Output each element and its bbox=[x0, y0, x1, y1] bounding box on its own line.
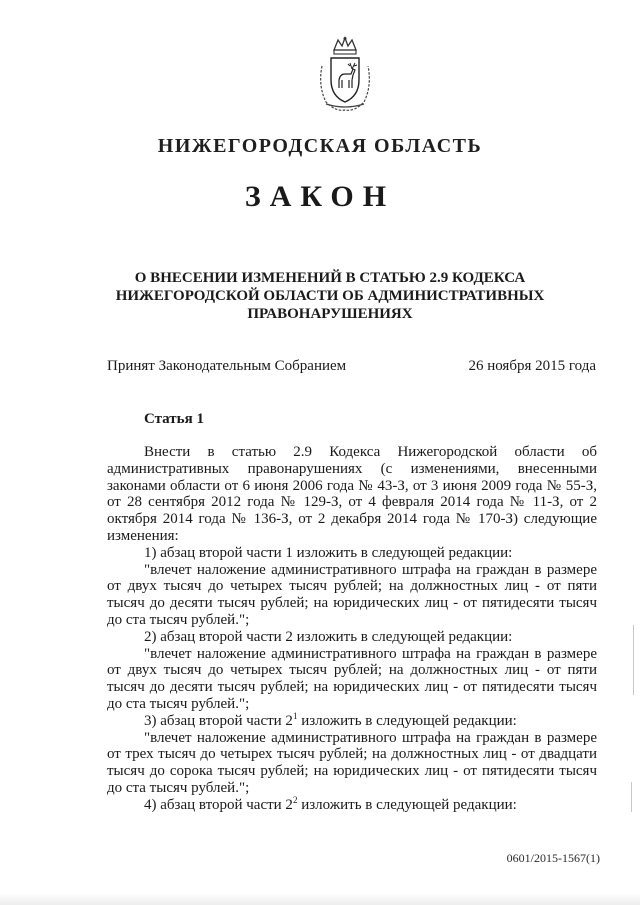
item-heading: 1) абзац второй части 1 изложить в следующей редакции: bbox=[144, 544, 513, 561]
heading-line: О ВНЕСЕНИИ ИЗМЕНЕНИЙ В СТАТЬЮ 2.9 КОДЕКСА bbox=[134, 270, 526, 286]
adopted-by: Принят Законодательным Собранием bbox=[107, 358, 347, 374]
scan-edge bbox=[0, 893, 640, 905]
item-text: "влечет наложение административного штрафа на граждан в размере от двух тысяч до четырех тысяч рублей; на должностных лиц - от пяти тысяч до десяти тысяч рублей; на юридических лиц - от пятидесяти тысяч до ста тысяч рублей."; bbox=[107, 561, 597, 628]
article-body bbox=[107, 444, 597, 814]
document-number: 0601/2015-1567(1) bbox=[506, 851, 600, 865]
article-title: Статья 1 bbox=[144, 411, 204, 427]
item-heading-text: 4) абзац второй части 2 bbox=[144, 796, 293, 813]
item-heading-text: 3) абзац второй части 2 bbox=[144, 712, 293, 729]
heading-line: ПРАВОНАРУШЕНИЯХ bbox=[247, 306, 413, 322]
superscript: 1 bbox=[292, 710, 298, 721]
region-name: НИЖЕГОРОДСКАЯ ОБЛАСТЬ bbox=[157, 135, 483, 157]
intro-paragraph: Внести в статью 2.9 Кодекса Нижегородской области об административных правонарушениях (с изменениями, внесенными законами области от 6 июня 2006 года № 43-З, от 3 июня 2009 года № 55-З, от 28 сентября 2012 года № 129-З, от 4 февраля 2014 года № 11-З, от 2 октября 2014 года № 136-З, от 2 декабря 2014 года № 170-З) следующие изменения: bbox=[107, 444, 597, 544]
coat-of-arms-icon bbox=[314, 36, 376, 114]
item-heading bbox=[107, 710, 597, 730]
item-text: "влечет наложение административного штрафа на граждан в размере от двух тысяч до четырех тысяч рублей; на должностных лиц - от пяти тысяч до десяти тысяч рублей; на юридических лиц - от пятидесяти тысяч до ста тысяч рублей."; bbox=[107, 645, 597, 712]
item-heading bbox=[107, 794, 597, 814]
heading-line: НИЖЕГОРОДСКОЙ ОБЛАСТИ ОБ АДМИНИСТРАТИВНЫХ bbox=[115, 288, 545, 304]
item-text: "влечет наложение административного штрафа на граждан в размере от трех тысяч до четырех тысяч рублей; на должностных лиц - от двадцати тысяч до сорока тысяч рублей; на юридических лиц - от пятидесяти тысяч до ста тысяч рублей."; bbox=[107, 729, 597, 796]
item-heading: 2) абзац второй части 2 изложить в следующей редакции: bbox=[144, 628, 513, 645]
scan-artifact bbox=[631, 782, 632, 812]
item-heading-text: изложить в следующей редакции: bbox=[297, 796, 517, 813]
law-title: ЗАКОН bbox=[244, 180, 396, 213]
document-heading bbox=[100, 269, 560, 323]
item-heading-text: изложить в следующей редакции: bbox=[297, 712, 517, 729]
scan-artifact bbox=[633, 625, 634, 695]
superscript: 2 bbox=[292, 794, 298, 805]
adoption-date: 26 ноября 2015 года bbox=[468, 358, 596, 374]
